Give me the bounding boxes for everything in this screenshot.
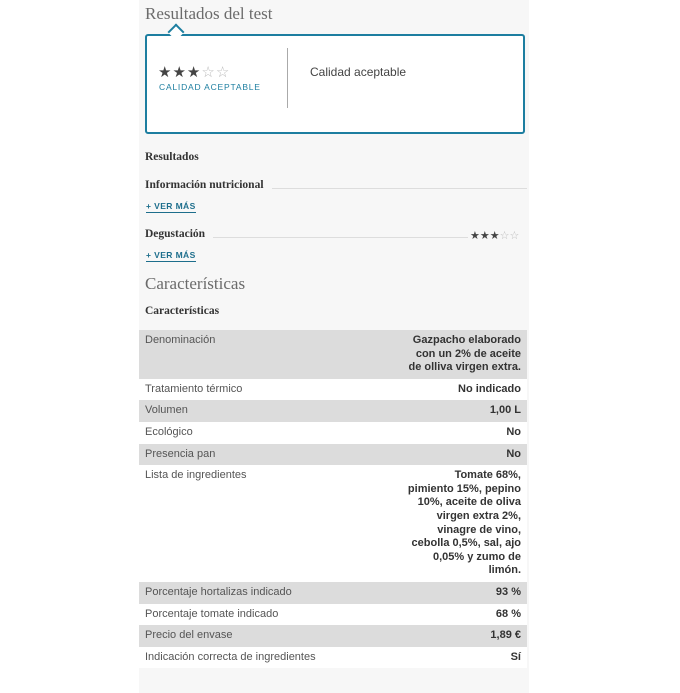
table-row — [139, 444, 527, 466]
row-label: Denominación — [139, 330, 391, 379]
row-value: Tomate 68%, pimiento 15%, pepino 10%, aceite de oliva virgen extra 2%, vinagre de vino, cebolla 0,5%, sal, ajo 0,05% y zumo de limón. — [391, 465, 527, 582]
star-empty-icon: ☆ — [215, 64, 231, 81]
table-row — [139, 400, 527, 422]
table-row — [139, 379, 527, 401]
row-value: No indicado — [391, 379, 527, 401]
row-value: Gazpacho elaborado con un 2% de aceite de olliva virgen extra. — [391, 330, 527, 379]
row-label: Volumen — [139, 400, 391, 422]
row-value: 93 % — [391, 582, 527, 604]
table-row — [139, 330, 527, 379]
rating-card — [145, 34, 525, 134]
characteristics-subtitle: Características — [145, 305, 220, 317]
card-divider — [287, 48, 288, 108]
rating-stars — [158, 63, 230, 81]
star-filled-icon: ★ — [470, 230, 480, 242]
row-label: Tratamiento térmico — [139, 379, 391, 401]
table-row — [139, 604, 527, 626]
table-row — [139, 625, 527, 647]
row-value: 1,89 € — [391, 625, 527, 647]
star-empty-icon: ☆ — [499, 230, 510, 242]
results-title: Resultados del test — [145, 4, 273, 23]
characteristics-table — [139, 330, 527, 668]
row-value: No — [391, 422, 527, 444]
star-empty-icon: ☆ — [509, 230, 520, 242]
info-nutricional-heading: Información nutricional — [145, 179, 264, 191]
star-filled-icon: ★ — [158, 64, 173, 81]
degustacion-heading: Degustación — [145, 228, 206, 240]
row-label: Porcentaje hortalizas indicado — [139, 582, 391, 604]
row-label: Indicación correcta de ingredientes — [139, 647, 391, 669]
star-empty-icon: ☆ — [201, 64, 216, 81]
star-filled-icon: ★ — [489, 230, 500, 242]
row-value: 68 % — [391, 604, 527, 626]
row-value: 1,00 L — [391, 400, 527, 422]
ver-mas-degustacion-link[interactable]: + VER MÁS — [146, 250, 196, 260]
row-value: No — [391, 444, 527, 466]
resultados-heading: Resultados — [145, 151, 199, 163]
star-filled-icon: ★ — [172, 64, 187, 81]
table-row — [139, 647, 527, 669]
degustacion-stars — [470, 229, 519, 242]
degustacion-rule — [213, 237, 468, 238]
star-filled-icon: ★ — [186, 64, 202, 81]
ver-mas-nutricional-link[interactable]: + VER MÁS — [146, 201, 196, 211]
characteristics-title: Características — [145, 274, 246, 293]
table-row — [139, 422, 527, 444]
table-row — [139, 465, 527, 582]
rating-caps-label: CALIDAD ACEPTABLE — [159, 82, 261, 92]
star-filled-icon: ★ — [479, 230, 490, 242]
row-label: Lista de ingredientes — [139, 465, 391, 582]
row-label: Precio del envase — [139, 625, 391, 647]
row-label: Ecológico — [139, 422, 391, 444]
rating-text: Calidad aceptable — [310, 65, 407, 79]
row-label: Presencia pan — [139, 444, 391, 466]
info-nutricional-rule — [272, 188, 527, 189]
table-row — [139, 582, 527, 604]
row-value: Sí — [391, 647, 527, 669]
row-label: Porcentaje tomate indicado — [139, 604, 391, 626]
